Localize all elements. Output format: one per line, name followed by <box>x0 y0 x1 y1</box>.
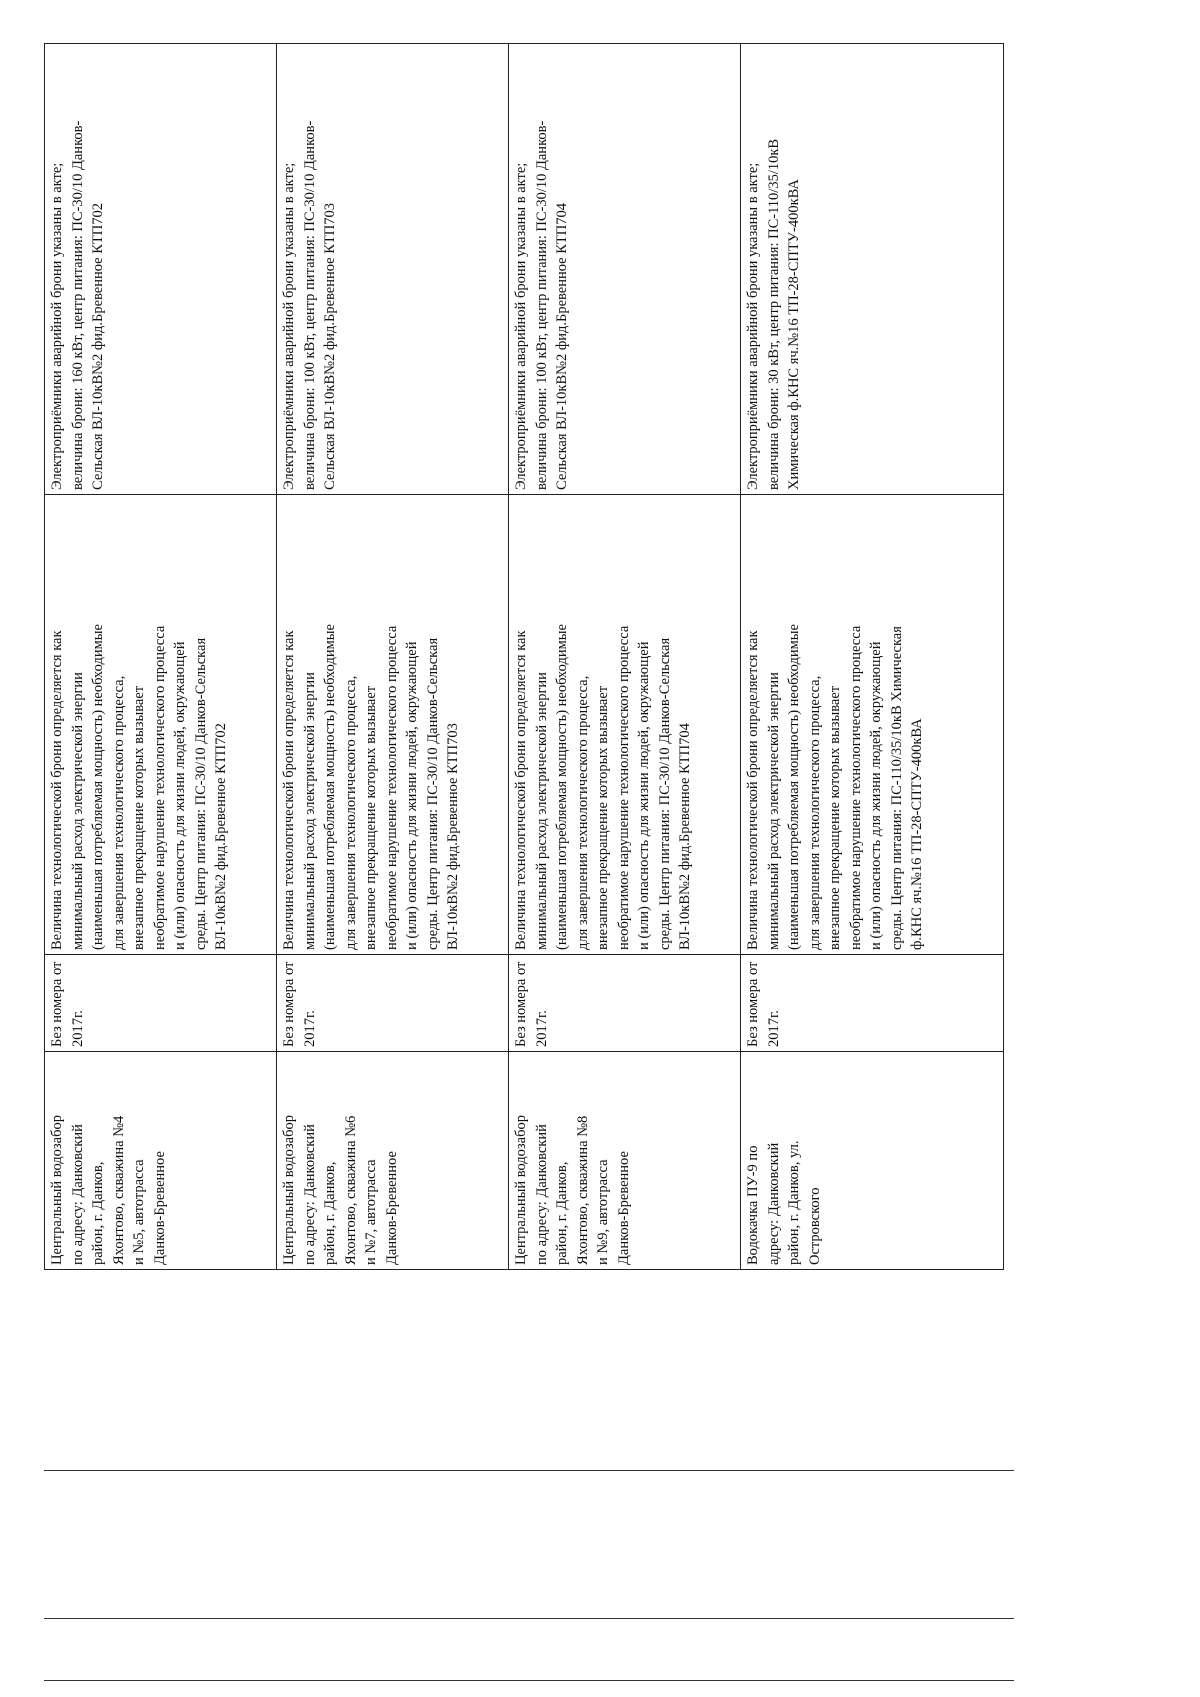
tech-reserve-cell: Величина технологической брони определяется как минимальный расход электрической энергии (наименьшая потребляемая мощность) необходимые для завершения технологического процесса, внезапное прекращение которых вызывает необратимое нарушение технологического процесса и (или) опасность для жизни людей, окружающей среды. Центр питания: ПС-30/10 Данков-Сельская ВЛ-10кВ№2 фид.Бревенное КТП703 <box>277 495 509 955</box>
separator-line <box>44 1680 1014 1681</box>
object-cell: Центральный водозабор по адресу: Данковский район, г. Данков, Яхонтово, скважина №8 и №9, автотрасса Данков-Бревенное <box>509 1052 741 1270</box>
tech-reserve-cell: Величина технологической брони определяется как минимальный расход электрической энергии (наименьшая потребляемая мощность) необходимые для завершения технологического процесса, внезапное прекращение которых вызывает необратимое нарушение технологического процесса и (или) опасность для жизни людей, окружающей среды. Центр питания: ПС-30/10 Данков-Сельская ВЛ-10кВ№2 фид.Бревенное КТП702 <box>45 495 277 955</box>
object-cell: Водокачка ПУ-9 по адресу: Данковский район, г. Данков, ул. Островского <box>741 1052 1004 1270</box>
tech-reserve-cell: Величина технологической брони определяется как минимальный расход электрической энергии (наименьшая потребляемая мощность) необходимые для завершения технологического процесса, внезапное прекращение которых вызывает необратимое нарушение технологического процесса и (или) опасность для жизни людей, окружающей среды. Центр питания: ПС-30/10 Данков-Сельская ВЛ-10кВ№2 фид.Бревенное КТП704 <box>509 495 741 955</box>
table-row <box>45 44 277 1270</box>
act-cell: Без номера от 2017г. <box>509 955 741 1052</box>
emergency-reserve-cell: Электроприёмники аварийной брони указаны в акте; величина брони: 30 кВт, центр питания: ПС-110/35/10кВ Химическая ф.КНС яч.№16 ТП-28-СПТУ-400кВА <box>741 44 1004 495</box>
table-row <box>509 44 741 1270</box>
emergency-reserve-cell: Электроприёмники аварийной брони указаны в акте; величина брони: 160 кВт, центр питания: ПС-30/10 Данков- Сельская ВЛ-10кВ№2 фид.Бревенное КТП702 <box>45 44 277 495</box>
reservation-table <box>44 43 1004 1270</box>
separator-line <box>44 1470 1014 1471</box>
separator-line <box>44 1618 1014 1619</box>
tech-reserve-cell: Величина технологической брони определяется как минимальный расход электрической энергии (наименьшая потребляемая мощность) необходимые для завершения технологического процесса, внезапное прекращение которых вызывает необратимое нарушение технологического процесса и (или) опасность для жизни людей, окружающей среды. Центр питания: ПС-110/35/10кВ Химическая ф.КНС яч.№16 ТП-28-СПТУ-400кВА <box>741 495 1004 955</box>
rotated-table <box>44 44 1004 1270</box>
rotated-table-container <box>44 44 1004 1270</box>
emergency-reserve-cell: Электроприёмники аварийной брони указаны в акте; величина брони: 100 кВт, центр питания: ПС-30/10 Данков- Сельская ВЛ-10кВ№2 фид.Бревенное КТП704 <box>509 44 741 495</box>
object-cell: Центральный водозабор по адресу: Данковский район, г. Данков, Яхонтово, скважина №4 и №5, автотрасса Данков-Бревенное <box>45 1052 277 1270</box>
act-cell: Без номера от 2017г. <box>277 955 509 1052</box>
object-cell: Центральный водозабор по адресу: Данковский район, г. Данков, Яхонтово, скважина №6 и №7, автотрасса Данков-Бревенное <box>277 1052 509 1270</box>
act-cell: Без номера от 2017г. <box>45 955 277 1052</box>
act-cell: Без номера от 2017г. <box>741 955 1004 1052</box>
table-row <box>741 44 1004 1270</box>
emergency-reserve-cell: Электроприёмники аварийной брони указаны в акте; величина брони: 100 кВт, центр питания: ПС-30/10 Данков- Сельская ВЛ-10кВ№2 фид.Бревенное КТП703 <box>277 44 509 495</box>
table-row <box>277 44 509 1270</box>
